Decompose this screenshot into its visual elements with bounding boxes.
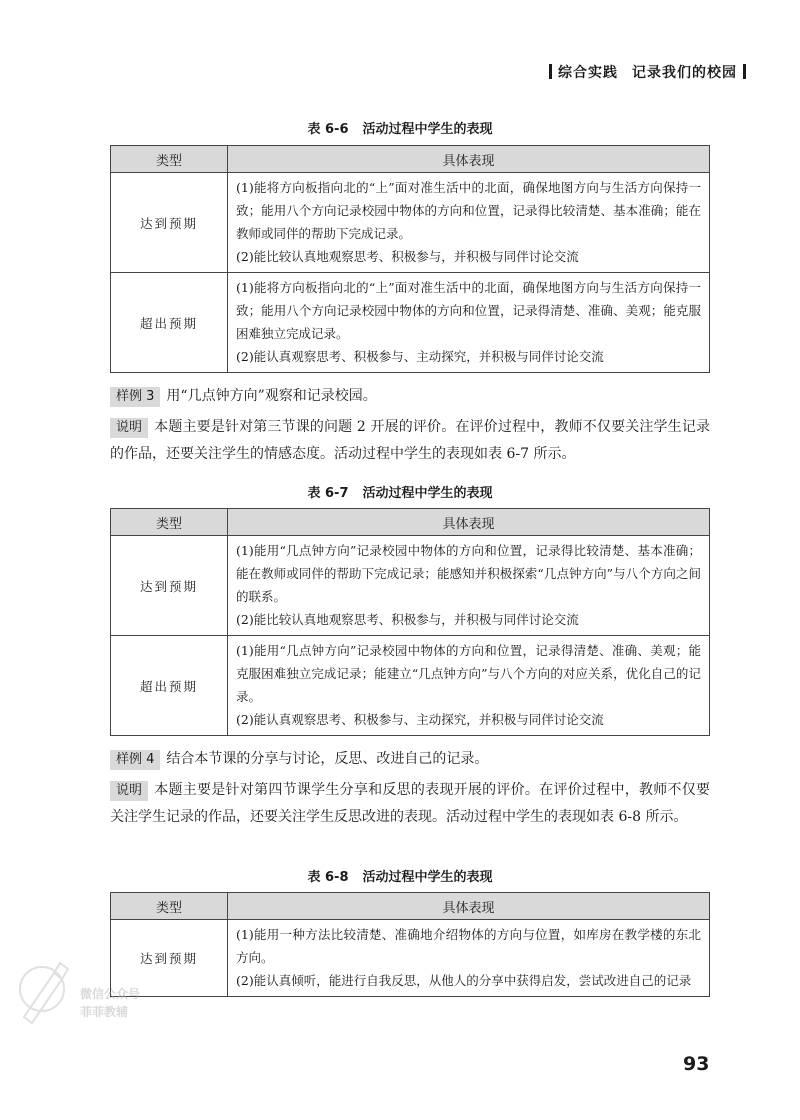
table-title: 活动过程中学生的表现	[362, 870, 493, 885]
header-section: 综合实践	[558, 65, 618, 81]
example-tag: 样例 3	[110, 387, 160, 407]
table-header-row	[111, 509, 710, 536]
column-header-type: 类型	[111, 146, 228, 173]
row-description	[228, 173, 710, 273]
row-type: 达到预期	[111, 536, 228, 636]
row-description	[228, 273, 710, 373]
column-header-type: 类型	[111, 893, 228, 920]
example-text: 结合本节课的分享与讨论，反思、改进自己的记录。	[166, 751, 489, 767]
description-line: (2)能认真倾听，能进行自我反思，从他人的分享中获得启发，尝试改进自己的记录	[236, 973, 692, 988]
table-row	[111, 273, 710, 373]
column-header-desc: 具体表现	[228, 146, 710, 173]
description-line: (1)能用“几点钟方向”记录校园中物体的方向和位置，记录得清楚、准确、美观；能克服困难独立完成记录；能建立“几点钟方向”与八个方向的对应关系，优化自己的记录。	[236, 643, 701, 704]
table-title: 活动过程中学生的表现	[362, 486, 493, 501]
description-line: (2)能比较认真地观察思考、积极参与，并积极与同伴讨论交流	[236, 612, 579, 627]
note-text: 本题主要是针对第四节课学生分享和反思的表现开展的评价。在评价过程中，教师不仅要关注学生记录的作品，还要关注学生反思改进的表现。活动过程中学生的表现如表 6-8 所示。	[110, 782, 710, 825]
row-type: 超出预期	[111, 273, 228, 373]
note-tag: 说明	[110, 781, 148, 801]
table-number: 表 6-6	[307, 122, 349, 137]
row-description	[228, 536, 710, 636]
watermark-pen-icon	[16, 955, 76, 1025]
table-6-7-caption	[0, 482, 800, 501]
table-6-6	[110, 145, 710, 373]
row-description	[228, 920, 710, 997]
table-title: 活动过程中学生的表现	[362, 122, 493, 137]
column-header-desc: 具体表现	[228, 893, 710, 920]
header-right-bar	[743, 64, 746, 79]
table-6-8-caption	[0, 866, 800, 885]
table-header-row	[111, 893, 710, 920]
row-type: 超出预期	[111, 636, 228, 736]
table-6-7	[110, 508, 710, 736]
column-header-desc: 具体表现	[228, 509, 710, 536]
table-6-6-caption	[0, 118, 800, 137]
description-line: (2)能比较认真地观察思考、积极参与，并积极与同伴讨论交流	[236, 249, 579, 264]
note-text: 本题主要是针对第三节课的问题 2 开展的评价。在评价过程中，教师不仅要关注学生记录的作品，还要关注学生的情感态度。活动过程中学生的表现如表 6-7 所示。	[110, 419, 710, 462]
row-description	[228, 636, 710, 736]
example-4	[110, 746, 710, 773]
watermark-line1: 微信公众号	[80, 987, 141, 1001]
note-3	[110, 414, 710, 468]
description-line: (2)能认真观察思考、积极参与、主动探究，并积极与同伴讨论交流	[236, 349, 604, 364]
table-number: 表 6-8	[307, 870, 349, 885]
example-3	[110, 383, 710, 410]
note-4	[110, 777, 710, 831]
description-line: (1)能用一种方法比较清楚、准确地介绍物体的方向与位置，如库房在教学楼的东北方向。	[236, 927, 701, 965]
table-number: 表 6-7	[307, 486, 349, 501]
table-header-row	[111, 146, 710, 173]
description-line: (1)能将方向板指向北的“上”面对准生活中的北面，确保地图方向与生活方向保持一致；能用八个方向记录校园中物体的方向和位置，记录得清楚、准确、美观；能克服困难独立完成记录。	[236, 280, 701, 341]
watermark	[16, 955, 156, 1030]
row-type: 达到预期	[111, 173, 228, 273]
header-left-bar	[549, 64, 552, 79]
table-row	[111, 173, 710, 273]
row-type: 达到预期	[111, 920, 228, 997]
table-row	[111, 920, 710, 997]
note-tag: 说明	[110, 418, 148, 438]
table-6-8	[110, 892, 710, 997]
description-line: (1)能用“几点钟方向”记录校园中物体的方向和位置，记录得比较清楚、基本准确；能在教师或同伴的帮助下完成记录；能感知并积极探索“几点钟方向”与八个方向之间的联系。	[236, 543, 701, 604]
page-number: 93	[683, 1053, 710, 1075]
example-text: 用“几点钟方向”观察和记录校园。	[166, 388, 377, 404]
watermark-line2: 菲菲教辅	[80, 1005, 129, 1019]
running-header	[549, 62, 746, 82]
table-row	[111, 536, 710, 636]
example-tag: 样例 4	[110, 750, 160, 770]
description-line: (1)能将方向板指向北的“上”面对准生活中的北面，确保地图方向与生活方向保持一致；能用八个方向记录校园中物体的方向和位置，记录得比较清楚、基本准确；能在教师或同伴的帮助下完成记录。	[236, 180, 701, 241]
description-line: (2)能认真观察思考、积极参与、主动探究，并积极与同伴讨论交流	[236, 712, 604, 727]
table-row	[111, 636, 710, 736]
column-header-type: 类型	[111, 509, 228, 536]
header-title: 记录我们的校园	[632, 65, 737, 81]
